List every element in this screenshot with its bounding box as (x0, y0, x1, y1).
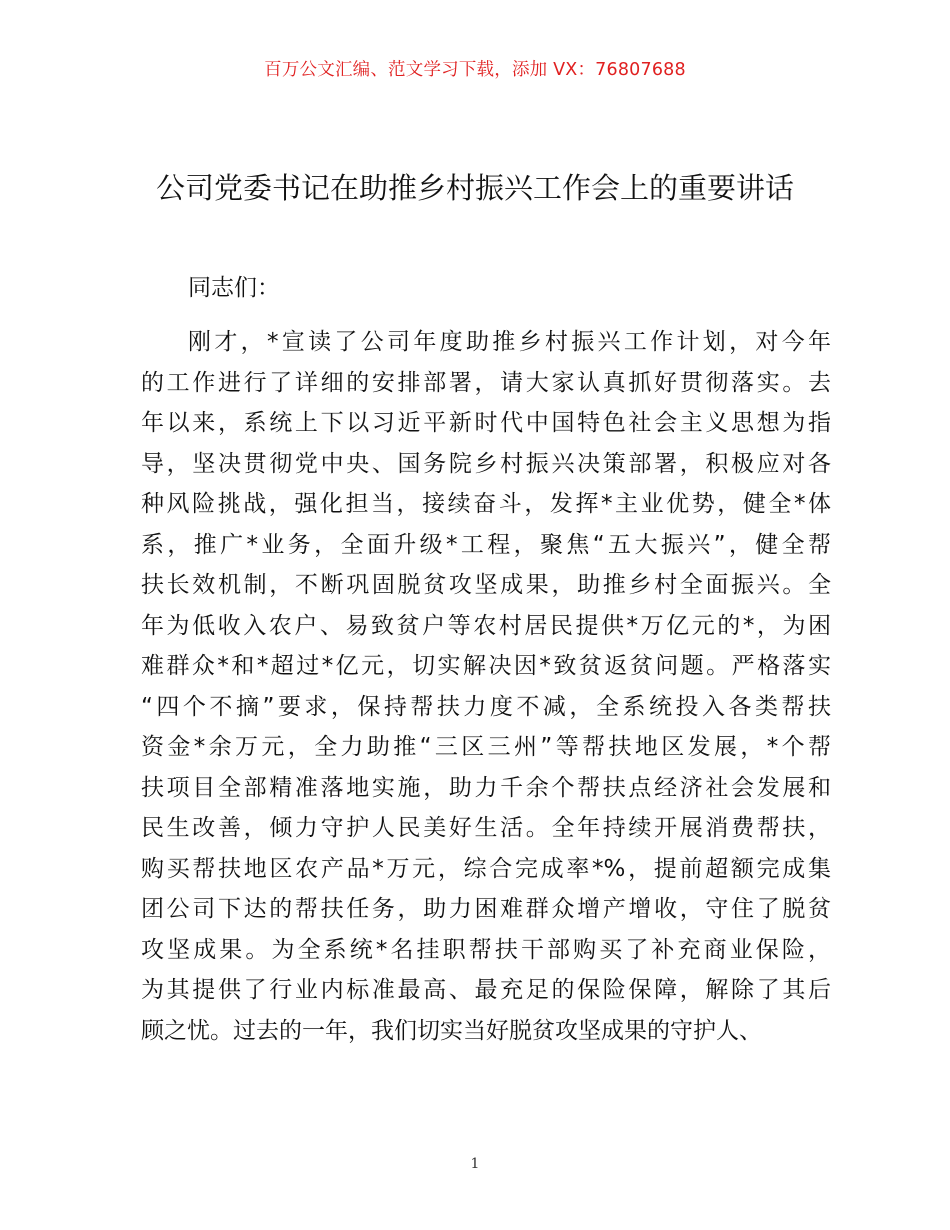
body-line: “四个不摘”要求，保持帮扶力度不减，全系统投入各类帮扶 (141, 693, 831, 720)
body-line: 扶长效机制，不断巩固脱贫攻坚成果，助推乡村全面振兴。全 (141, 572, 831, 598)
header-banner: 百万公文汇编、范文学习下载，添加 VX：76807688 (264, 60, 686, 80)
body-line: 民生改善，倾力守护人民美好生活。全年持续开展消费帮扶， (141, 815, 831, 841)
body-line: 系，推广*业务，全面升级*工程，聚焦“五大振兴”，健全帮 (141, 531, 831, 558)
body-line: 年以来，系统上下以习近平新时代中国特色社会主义思想为指 (141, 410, 831, 436)
body-line: 购买帮扶地区农产品*万元，综合完成率*%，提前超额完成集 (141, 855, 831, 882)
body-line: 资金*余万元，全力助推“三区三州”等帮扶地区发展，*个帮 (141, 734, 831, 760)
salutation: 同志们： (188, 275, 280, 301)
body-line: 团公司下达的帮扶任务，助力困难群众增产增收，守住了脱贫 (141, 896, 831, 922)
body-line: 扶项目全部精准落地实施，助力千余个帮扶点经济社会发展和 (141, 774, 831, 801)
body-line: 的工作进行了详细的安排部署，请大家认真抓好贯彻落实。去 (141, 369, 831, 396)
body-line: 刚才，*宣读了公司年度助推乡村振兴工作计划，对今年 (188, 329, 831, 355)
page-number: 1 (470, 1156, 480, 1172)
body-line: 顾之忧。过去的一年，我们切实当好脱贫攻坚成果的守护人、 (141, 1017, 762, 1044)
body-line: 为其提供了行业内标准最高、最充足的保险保障，解除了其后 (141, 977, 831, 1003)
body-line: 攻坚成果。为全系统*名挂职帮扶干部购买了补充商业保险， (141, 936, 831, 963)
body-line: 年为低收入农户、易致贫户等农村居民提供*万亿元的*，为困 (141, 612, 831, 639)
body-line: 导，坚决贯彻党中央、国务院乡村振兴决策部署，积极应对各 (141, 450, 831, 477)
document-title: 公司党委书记在助推乡村振兴工作会上的重要讲话 (155, 171, 794, 205)
body-paragraph (141, 322, 831, 1051)
body-line: 难群众*和*超过*亿元，切实解决因*致贫返贫问题。严格落实 (141, 653, 831, 679)
body-line: 种风险挑战，强化担当，接续奋斗，发挥*主业优势，健全*体 (141, 491, 831, 517)
